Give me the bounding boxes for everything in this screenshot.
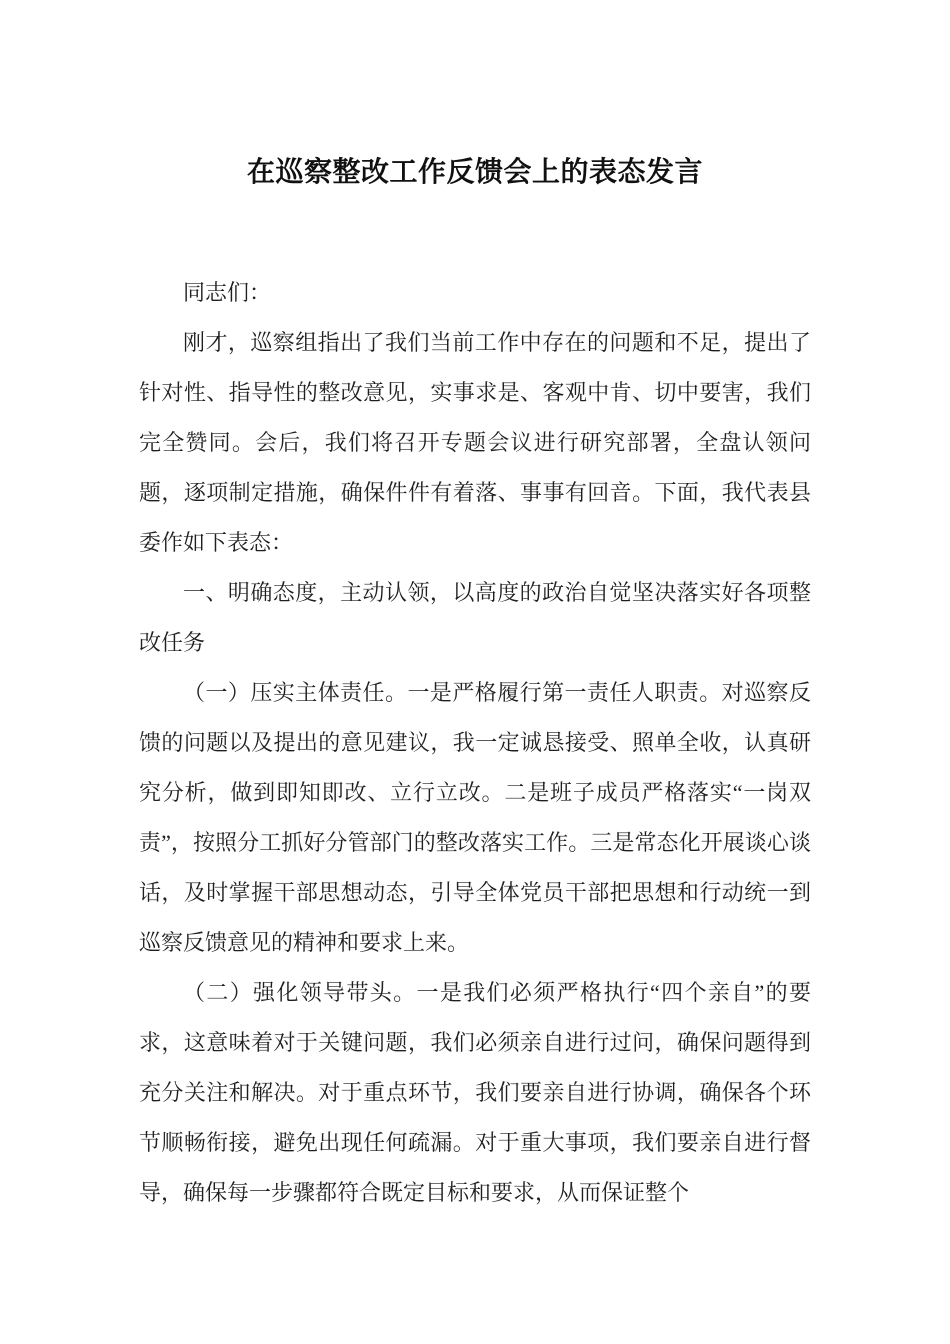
paragraph-salutation: 同志们： (183, 280, 272, 305)
section-heading-1: 一、明确态度，主动认领，以高度的政治自觉坚决落实好各项整改任务 (139, 580, 811, 655)
document-body (139, 268, 811, 1218)
paragraph-intro: 刚才，巡察组指出了我们当前工作中存在的问题和不足，提出了针对性、指导性的整改意见，实事求是、客观中肯、切中要害，我们完全赞同。会后，我们将召开专题会议进行研究部署，全盘认领问题，逐项制定措施，确保件件有着落、事事有回音。下面，我代表县委作如下表态： (139, 330, 811, 555)
paragraph-section1-item2: （二）强化领导带头。一是我们必须严格执行“四个亲自”的要求，这意味着对于关键问题，我们必须亲自进行过问，确保问题得到充分关注和解决。对于重点环节，我们要亲自进行协调，确保各个环节顺畅衔接，避免出现任何疏漏。对于重大事项，我们要亲自进行督导，确保每一步骤都符合既定目标和要求，从而保证整个 (139, 980, 812, 1205)
paragraph-section1-item1: （一）压实主体责任。一是严格履行第一责任人职责。对巡察反馈的问题以及提出的意见建议，我一定诚恳接受、照单全收，认真研究分析，做到即知即改、立行立改。二是班子成员严格落实“一岗双责”，按照分工抓好分管部门的整改落实工作。三是常态化开展谈心谈话，及时掌握干部思想动态，引导全体党员干部把思想和行动统一到巡察反馈意见的精神和要求上来。 (139, 680, 811, 955)
document-title: 在巡察整改工作反馈会上的表态发言 (246, 157, 703, 188)
